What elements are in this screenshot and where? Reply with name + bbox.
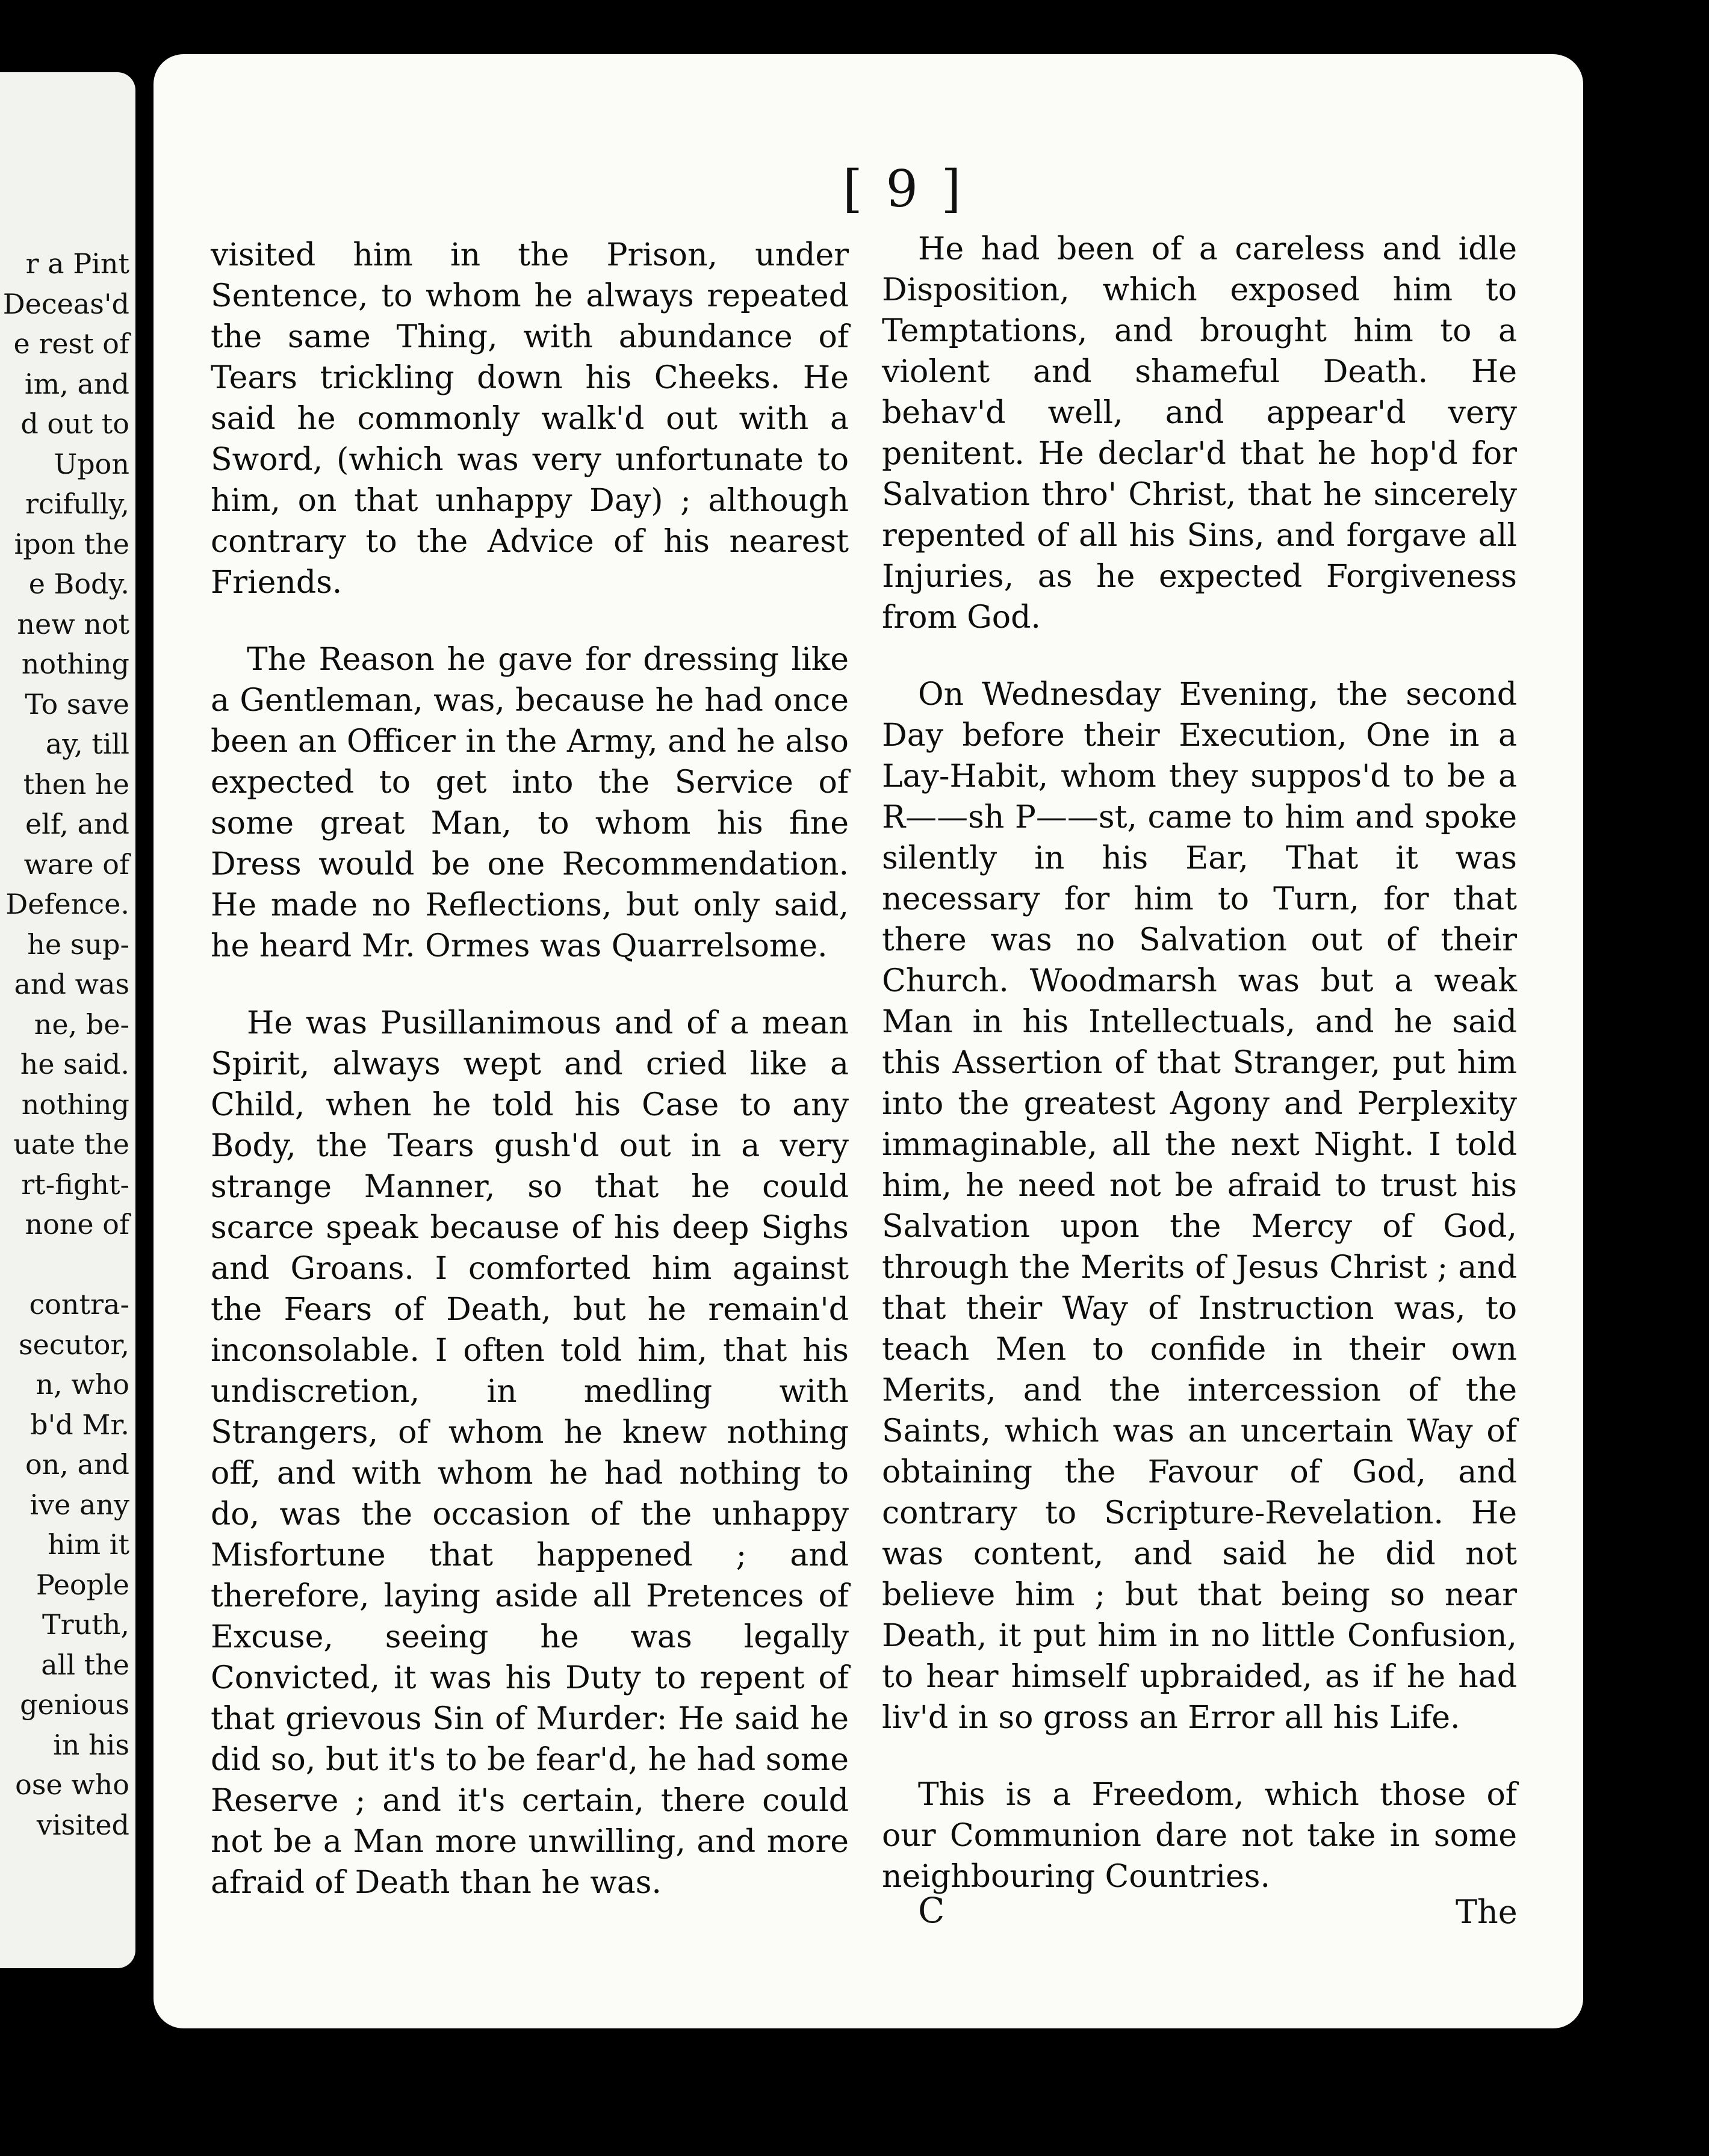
text-column-right xyxy=(882,229,1517,1897)
left-page-line: then he xyxy=(23,767,129,801)
left-page-line: and was xyxy=(14,968,129,1000)
left-page-line: genious xyxy=(20,1688,129,1721)
paragraph: visited him in the Prison, under Sentence, to whom he always repeated the same Thing, with abundance of Tears trickling down his Cheeks. He said he commonly walk'd out with a Sword, (which was very unfortunate to him, on that unhappy Day) ; although contrary to the Advice of his nearest Friends. xyxy=(211,237,849,601)
paragraph: The Reason he gave for dressing like a Gentleman, was, because he had once been an Officer in the Army, and he also expected to get into the Service of some great Man, to whom his fine Dress would be one Recommendation. He made no Reflections, but only said, he heard Mr. Ormes was Quarrelsome. xyxy=(211,642,849,964)
paragraph: He was Pusillanimous and of a mean Spirit, always wept and cried like a Child, when he told his Case to any Body, the Tears gush'd out in a very strange Manner, so that he could scarce speak because of his deep Sighs and Groans. I comforted him against the Fears of Death, but he remain'd inconsolable. I often told him, that his undiscretion, in medling with Strangers, of whom he knew nothing off, and with whom he had nothing to do, was the occasion of the unhappy Misfortune that happened ; and therefore, laying aside all Pretences of Excuse, seeing he was legally Convicted, it was his Duty to repent of that grievous Sin of Murder: He said he did so, but it's to be fear'd, he had some Reserve ; and it's certain, there could not be a Man more unwilling, and more afraid of Death than he was. xyxy=(211,1005,849,1901)
left-page-line: Upon xyxy=(54,447,129,480)
paragraph: He had been of a careless and idle Disposition, which exposed him to Temptations, and brought him to a violent and shameful Death. He behav'd well, and appear'd very penitent. He declar'd that he hop'd for Salvation thro' Christ, that he sincerely repented of all his Sins, and forgave all Injuries, as he expected Forgiveness from God. xyxy=(882,231,1517,636)
left-page-line: e Body. xyxy=(28,568,129,600)
left-page-line: Truth, xyxy=(42,1608,129,1641)
left-page-line: Deceas'd xyxy=(2,287,129,320)
left-page-line: im, and xyxy=(24,367,129,400)
left-page-edge xyxy=(0,72,135,1968)
left-page-line: To save xyxy=(25,687,129,720)
left-page-line: on, and xyxy=(25,1448,129,1481)
left-page-line: ive any xyxy=(29,1488,129,1521)
left-page-line: r a Pint xyxy=(25,247,129,280)
signature-mark: C xyxy=(918,1890,945,1931)
paragraph: On Wednesday Evening, the second Day before their Execution, One in a Lay-Habit, whom they suppos'd to be a R——sh P——st, came to him and spoke silently in his Ear, That it was necessary for him to Turn, for that there was no Salvation out of their Church. Woodmarsh was but a weak Man in his Intellectuals, and he said this Assertion of that Stranger, put him into the greatest Agony and Perplexity immaginable, all the next Night. I told him, he need not be afraid to trust his Salvation upon the Mercy of God, through the Merits of Jesus Christ ; and that their Way of Instruction was, to teach Men to confide in their own Merits, and the intercession of the Saints, which was an uncertain Way of obtaining the Favour of God, and contrary to Scripture-Revelation. He was content, and said he did not believe him ; but that being so near Death, it put him in no little Confusion, to hear himself upbraided, as if he had liv'd in so gross an Error all his Life. xyxy=(882,677,1517,1736)
left-page-line: new not xyxy=(17,607,129,640)
left-page-line: he sup- xyxy=(27,928,129,961)
left-page-line: ne, be- xyxy=(34,1008,129,1041)
left-page-line: none of xyxy=(25,1208,129,1241)
left-page-line: all the xyxy=(41,1648,129,1681)
left-page-line: n, who xyxy=(36,1368,129,1401)
catchword: The xyxy=(1456,1893,1518,1931)
left-page-line: rcifully, xyxy=(25,488,129,520)
paragraph: This is a Freedom, which those of our Communion dare not take in some neighbouring Countries. xyxy=(882,1777,1517,1895)
left-page-line: secutor, xyxy=(19,1328,129,1361)
left-page-line: ose who xyxy=(15,1768,129,1801)
left-page-line: d out to xyxy=(20,407,129,440)
left-page-line: he said. xyxy=(20,1048,129,1080)
left-page-line: ware of xyxy=(23,847,129,881)
left-page-line: b'd Mr. xyxy=(30,1408,129,1441)
page-number: [ 9 ] xyxy=(843,160,965,218)
text-column-left xyxy=(211,235,849,1903)
left-page-line: ipon the xyxy=(14,527,129,560)
left-page-line: rt-fight- xyxy=(21,1168,129,1201)
left-page-line: him it xyxy=(48,1528,129,1561)
left-page-line: ay, till xyxy=(45,728,129,760)
left-page-line: in his xyxy=(53,1728,129,1761)
left-page-line: visited xyxy=(36,1808,129,1841)
left-page-line: uate the xyxy=(13,1128,129,1160)
left-page-line: People xyxy=(36,1568,129,1601)
left-page-line: Defence. xyxy=(5,888,129,920)
left-page-line: nothing xyxy=(21,648,129,680)
left-page-line: e rest of xyxy=(13,327,129,360)
left-page-line: contra- xyxy=(29,1288,129,1321)
left-page-line: nothing xyxy=(21,1088,129,1121)
left-page-line: elf, and xyxy=(25,808,129,840)
